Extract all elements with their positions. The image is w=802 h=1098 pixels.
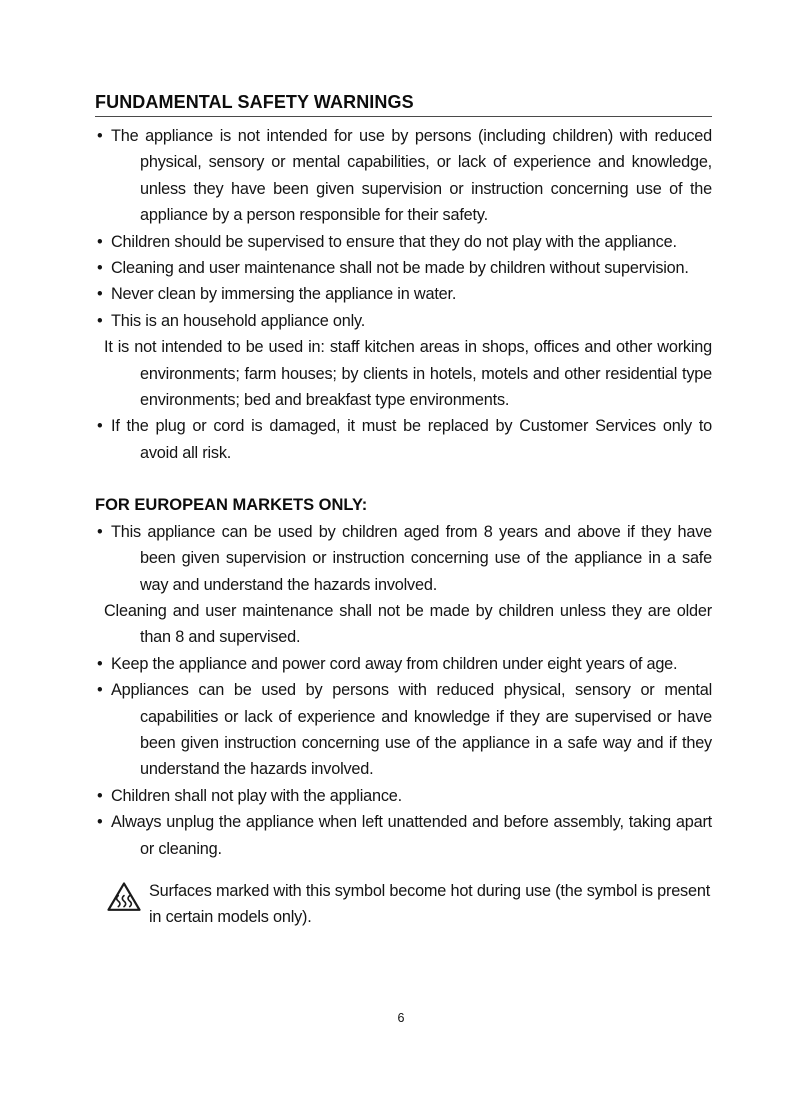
section-title: FUNDAMENTAL SAFETY WARNINGS — [95, 92, 414, 112]
section-title: FOR EUROPEAN MARKETS ONLY: — [95, 496, 368, 515]
warning-item: • Appliances can be used by persons with reduced physical, sensory or mental capabilities or lack of experience and knowledge if they are supervised or have been given instruction concerning use of the appliance in a safe way and if they understand the hazards involved. — [95, 677, 712, 783]
section-european-markets-only — [95, 492, 712, 862]
warning-item: • Cleaning and user maintenance shall not be made by children without supervision. — [95, 255, 712, 281]
section-fundamental-safety-warnings — [95, 90, 712, 466]
warning-item: • If the plug or cord is damaged, it must be replaced by Customer Services only to avoid all risk. — [95, 413, 712, 466]
warning-item: • This appliance can be used by children aged from 8 years and above if they have been given supervision or instruction concerning use of the appliance in a safe way and understand the hazards involved. — [95, 519, 712, 598]
warning-item: • Never clean by immersing the appliance in water. — [95, 281, 712, 307]
hot-surface-note-text: Surfaces marked with this symbol become hot during use (the symbol is present in certain models only). — [149, 881, 711, 927]
title-rule — [95, 116, 712, 117]
warning-item: • Keep the appliance and power cord away from children under eight years of age. — [95, 651, 712, 677]
warning-item: • The appliance is not intended for use by persons (including children) with reduced physical, sensory or mental capabilities, or lack of experience and knowledge, unless they have been given supervision or instruction concerning use of the appliance by a person responsible for their safety. — [95, 123, 712, 229]
warning-item: Cleaning and user maintenance shall not be made by children unless they are older than 8 and supervised. — [104, 601, 712, 647]
page-number: 6 — [397, 1011, 405, 1025]
warning-item: • This is an household appliance only. — [95, 308, 712, 334]
warning-item: • Children shall not play with the appliance. — [95, 783, 712, 809]
warning-item: • Children should be supervised to ensure that they do not play with the appliance. — [95, 229, 712, 255]
warning-item: It is not intended to be used in: staff kitchen areas in shops, offices and other working environments; farm houses; by clients in hotels, motels and other residential type environments; bed and breakfast type environments. — [104, 338, 712, 410]
warning-item: • Always unplug the appliance when left unattended and before assembly, taking apart or cleaning. — [95, 809, 712, 862]
hot-surface-icon — [107, 881, 141, 917]
hot-surface-note — [95, 878, 712, 931]
page-content — [95, 90, 712, 931]
